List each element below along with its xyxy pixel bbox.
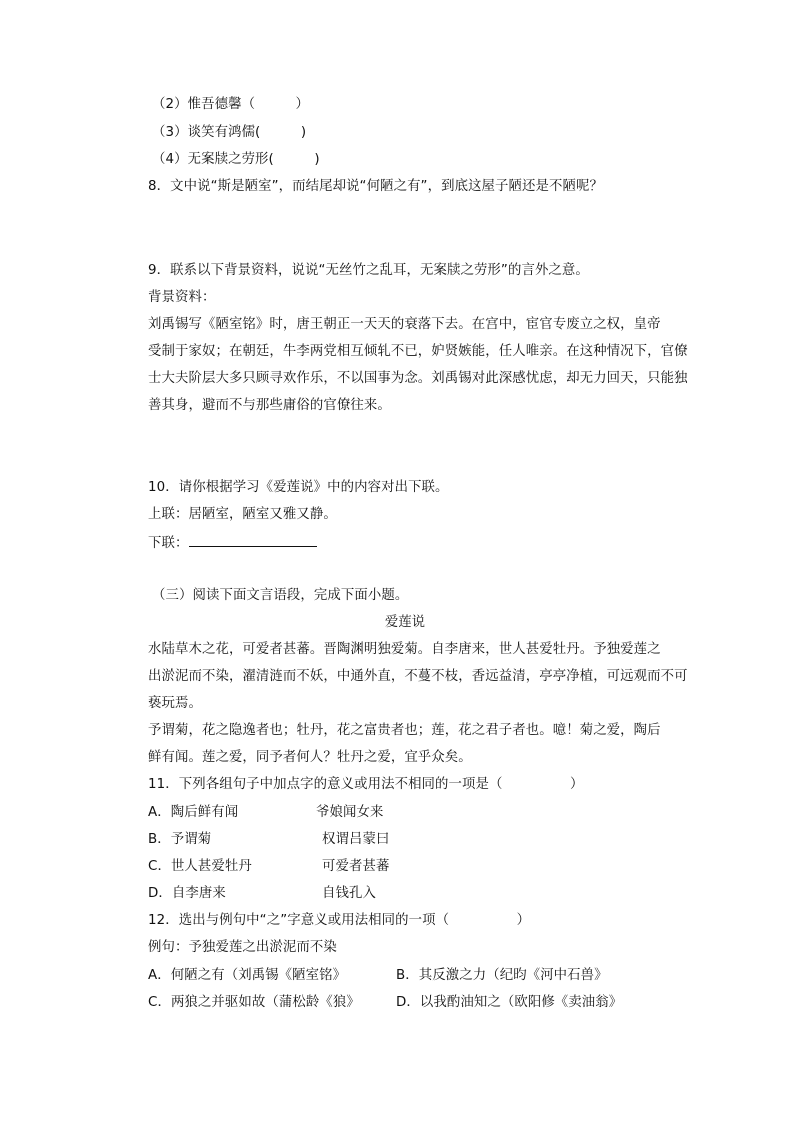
couplet-lower (148, 533, 317, 553)
question-12: 12．选出与例句中“之”字意义或用法相同的一项（ ） (148, 913, 531, 928)
passage-line: 亵玩焉。 (148, 696, 202, 711)
question-9: 9．联系以下背景资料，说说“无丝竹之乱耳，无案牍之劳形”的言外之意。 (148, 263, 589, 278)
q7-item-3: （3）谈笑有鸿儒( ) (152, 125, 307, 140)
q12-option-b: B．其反激之力（纪昀《河中石兽》 (396, 968, 608, 983)
question-11: 11．下列各组句子中加点字的意义或用法不相同的一项是（ ） (148, 777, 584, 792)
passage-line: 鲜有闻。莲之爱，同予者何人？牡丹之爱，宜乎众矣。 (148, 750, 472, 765)
passage-line: 出淤泥而不染，濯清涟而不妖，中通外直，不蔓不枝，香远益清，亭亭净植，可远观而不可 (148, 669, 688, 684)
q11-option-c-left: C．世人甚爱牡丹 (148, 859, 252, 874)
background-label: 背景资料： (148, 290, 216, 305)
q11-option-c-right: 可爱者甚蕃 (322, 859, 390, 874)
q7-item-4: （4）无案牍之劳形( ) (152, 152, 320, 167)
couplet-upper: 上联：居陋室，陋室又雅又静。 (148, 507, 337, 522)
q11-option-a-left: A．陶后鲜有闻 (148, 805, 239, 820)
q11-option-b-right: 权谓吕蒙曰 (322, 832, 390, 847)
background-line: 善其身，避而不与那些庸俗的官僚往来。 (148, 398, 391, 413)
passage-line: 水陆草木之花，可爱者甚蕃。晋陶渊明独爱菊。自李唐来，世人甚爱牡丹。予独爱莲之 (148, 642, 661, 657)
q12-option-d: D．以我酌油知之（欧阳修《卖油翁》 (396, 995, 623, 1010)
q7-item-2: （2）惟吾德馨（ ） (152, 97, 310, 112)
q12-example: 例句：予独爱莲之出淤泥而不染 (148, 940, 337, 955)
background-line: 受制于家奴；在朝廷，牛李两党相互倾轧不已，妒贤嫉能，任人唯亲。在这种情况下，官僚 (148, 344, 688, 359)
background-line: 刘禹锡写《陋室铭》时，唐王朝正一天天的衰落下去。在宫中，宦官专废立之权，皇帝 (148, 317, 661, 332)
couplet-lower-label: 下联： (148, 536, 189, 551)
q11-option-b-left: B．予谓菊 (148, 832, 212, 847)
q12-option-a: A．何陋之有（刘禹锡《陋室铭》 (148, 968, 347, 983)
question-8: 8．文中说“斯是陋室”，而结尾却说“何陋之有”，到底这屋子陋还是不陋呢？ (148, 179, 603, 194)
answer-blank[interactable] (189, 533, 317, 547)
section-3-heading: （三）阅读下面文言语段，完成下面小题。 (152, 588, 409, 603)
passage-title: 爱莲说 (384, 615, 426, 630)
question-10: 10．请你根据学习《爱莲说》中的内容对出下联。 (148, 480, 449, 495)
passage-line: 予谓菊，花之隐逸者也；牡丹，花之富贵者也；莲，花之君子者也。噫！菊之爱，陶后 (148, 723, 661, 738)
background-line: 士大夫阶层大多只顾寻欢作乐，不以国事为念。刘禹锡对此深感忧虑，却无力回天，只能独 (148, 371, 688, 386)
q12-option-c: C．两狼之并驱如故（蒲松龄《狼》 (148, 995, 360, 1010)
q11-option-d-left: D．自李唐来 (148, 886, 226, 901)
q11-option-d-right: 自钱孔入 (322, 886, 376, 901)
q11-option-a-right: 爷娘闻女来 (316, 805, 384, 820)
